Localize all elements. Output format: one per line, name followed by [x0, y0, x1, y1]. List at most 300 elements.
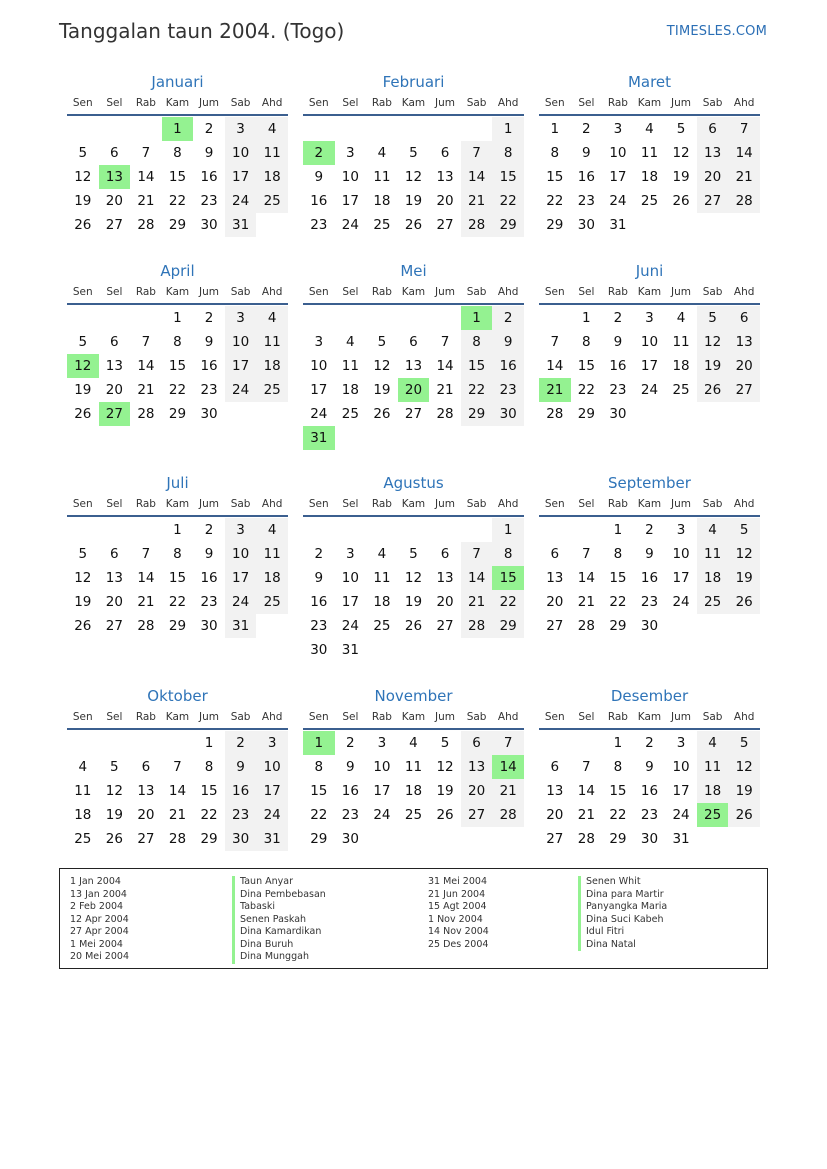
day-cell: 19: [728, 779, 760, 803]
day-cell: 8: [173, 546, 182, 562]
day-cell: 1: [582, 310, 591, 326]
day-cell: 16: [225, 779, 257, 803]
day-cell: 13: [137, 783, 155, 799]
day-cell: 29: [310, 831, 328, 847]
day-cell: 4: [697, 731, 729, 755]
day-cell: 2: [204, 121, 214, 137]
site-link[interactable]: TIMESLES.COM: [666, 24, 767, 39]
day-cell: 3: [225, 518, 257, 542]
day-cell: 24: [609, 193, 627, 209]
day-cell: 5: [676, 121, 686, 137]
day-cell-holiday: 25: [697, 803, 729, 827]
weekday-label: Ahd: [497, 711, 519, 723]
day-cell: 5: [78, 145, 88, 161]
weekday-label: Sel: [578, 711, 595, 723]
empty-cell: [99, 731, 131, 755]
day-cell: 17: [225, 354, 257, 378]
day-cell: 30: [310, 642, 328, 658]
day-cell-holiday: 1: [461, 306, 493, 330]
month-september: [539, 473, 760, 638]
weekday-label: Jum: [671, 97, 692, 109]
weekday-label: Sen: [72, 711, 93, 723]
month-name: April: [160, 262, 195, 280]
empty-cell: [398, 518, 430, 542]
day-cell: 30: [341, 831, 359, 847]
day-cell: 25: [672, 382, 690, 398]
day-cell: 7: [582, 759, 591, 775]
month-juli: [67, 473, 288, 638]
day-cell: 20: [105, 193, 123, 209]
day-cell: 9: [204, 334, 214, 350]
weekday-label: Jum: [435, 286, 456, 298]
day-cell: 27: [546, 831, 564, 847]
day-cell: 15: [577, 358, 595, 374]
weekday-label: Rab: [607, 97, 628, 109]
holiday-name: Dina Natal: [586, 938, 636, 950]
day-cell: 24: [225, 378, 257, 402]
day-cell: 30: [225, 827, 257, 851]
day-cell: 23: [310, 217, 328, 233]
weekday-label: Rab: [135, 498, 156, 510]
day-cell: 28: [461, 614, 493, 638]
day-cell: 7: [141, 546, 151, 562]
day-cell: 6: [110, 334, 119, 350]
day-cell-holiday: 2: [303, 141, 335, 165]
day-cell: 11: [341, 358, 359, 374]
day-cell: 3: [225, 306, 257, 330]
day-cell: 28: [492, 803, 524, 827]
month-name: September: [608, 474, 691, 492]
day-cell: 12: [728, 542, 760, 566]
day-cell: 24: [256, 803, 288, 827]
days-grid: [539, 117, 760, 237]
day-cell: 29: [546, 217, 564, 233]
weekday-label: Sel: [106, 711, 123, 723]
day-cell: 11: [697, 542, 729, 566]
day-cell: 26: [105, 831, 123, 847]
day-cell: 12: [74, 570, 92, 586]
weekday-label: Rab: [371, 711, 392, 723]
day-cell: 11: [256, 330, 288, 354]
day-cell: 4: [78, 759, 88, 775]
day-cell: 14: [461, 566, 493, 590]
day-cell-holiday: 21: [539, 378, 571, 402]
day-cell: 29: [200, 831, 218, 847]
empty-cell: [461, 117, 493, 141]
weekday-header: [539, 97, 760, 116]
day-cell-holiday: 27: [99, 402, 131, 426]
day-cell: 20: [546, 594, 564, 610]
weekday-label: Ahd: [733, 498, 755, 510]
empty-cell: [99, 117, 131, 141]
day-cell: 3: [645, 310, 654, 326]
day-cell: 7: [582, 546, 591, 562]
day-cell: 8: [550, 145, 560, 161]
weekday-label: Sen: [72, 286, 93, 298]
day-cell: 25: [373, 618, 391, 634]
weekday-label: Sel: [342, 711, 359, 723]
weekday-label: Rab: [135, 711, 156, 723]
day-cell: 21: [461, 189, 493, 213]
holiday-name: Taun Anyar: [240, 876, 293, 887]
weekday-label: Sen: [544, 286, 565, 298]
day-cell: 16: [492, 354, 524, 378]
holiday-date: 20 Mei 2004: [70, 951, 129, 962]
day-cell: 16: [200, 358, 218, 374]
day-cell: 3: [225, 117, 257, 141]
day-cell: 27: [461, 803, 493, 827]
day-cell: 11: [373, 169, 391, 185]
day-cell: 29: [168, 618, 187, 634]
day-cell: 22: [310, 807, 328, 823]
weekday-label: Sab: [466, 711, 487, 723]
day-cell: 9: [613, 334, 623, 350]
weekday-label: Rab: [607, 498, 628, 510]
day-cell: 8: [613, 759, 623, 775]
weekday-label: Sen: [544, 711, 565, 723]
month-name: Juli: [166, 474, 189, 492]
weekday-label: Kam: [165, 97, 190, 109]
day-cell: 21: [137, 382, 155, 398]
day-cell: 13: [546, 570, 564, 586]
day-cell: 20: [461, 779, 493, 803]
day-cell: 17: [341, 594, 359, 610]
day-cell: 26: [728, 803, 760, 827]
day-cell: 4: [346, 334, 355, 350]
weekday-label: Sab: [702, 711, 723, 723]
day-cell-holiday: 1: [162, 117, 194, 141]
weekday-label: Sel: [578, 498, 595, 510]
month-name: Juni: [635, 262, 664, 280]
weekday-label: Ahd: [261, 286, 283, 298]
month-desember: [539, 686, 760, 851]
day-cell: 4: [645, 121, 654, 137]
weekday-label: Rab: [135, 286, 156, 298]
holiday-date: 1 Mei 2004: [70, 938, 123, 950]
day-cell: 3: [346, 145, 355, 161]
day-cell: 26: [74, 217, 92, 233]
day-cell: 16: [200, 169, 218, 185]
day-cell: 9: [645, 546, 654, 562]
day-cell: 3: [377, 735, 387, 751]
day-cell: 14: [728, 141, 760, 165]
day-cell: 15: [461, 354, 493, 378]
day-cell: 18: [697, 566, 729, 590]
day-cell: 10: [256, 755, 288, 779]
day-cell: 22: [609, 807, 627, 823]
weekday-label: Sen: [544, 498, 565, 510]
day-cell: 24: [341, 618, 359, 634]
day-cell: 27: [137, 831, 155, 847]
weekday-label: Jum: [671, 498, 692, 510]
holiday-date: 12 Apr 2004: [70, 913, 129, 925]
weekday-label: Rab: [371, 498, 392, 510]
weekday-header: [67, 711, 288, 730]
empty-cell: [539, 306, 571, 330]
day-cell: 23: [225, 803, 257, 827]
day-cell: 18: [256, 354, 288, 378]
empty-cell: [335, 117, 367, 141]
empty-cell: [571, 518, 603, 542]
empty-cell: [67, 731, 99, 755]
day-cell: 24: [672, 594, 690, 610]
weekday-label: Rab: [607, 711, 628, 723]
empty-cell: [398, 117, 430, 141]
weekday-label: Sab: [230, 286, 251, 298]
day-cell: 29: [492, 614, 524, 638]
weekday-label: Sen: [308, 286, 329, 298]
day-cell: 15: [168, 570, 187, 586]
day-cell: 27: [546, 618, 564, 634]
day-cell: 13: [546, 783, 564, 799]
day-cell: 1: [613, 522, 623, 538]
day-cell: 7: [141, 145, 151, 161]
day-cell: 1: [173, 522, 182, 538]
day-cell: 21: [168, 807, 187, 823]
day-cell: 14: [577, 783, 595, 799]
day-cell: 6: [110, 145, 119, 161]
weekday-label: Sel: [342, 286, 359, 298]
day-cell-holiday: 12: [67, 354, 99, 378]
day-cell: 5: [377, 334, 387, 350]
holiday-date: 14 Nov 2004: [428, 926, 489, 937]
holiday-name: Idul Fitri: [586, 926, 625, 937]
day-cell: 5: [409, 145, 418, 161]
empty-cell: [303, 117, 335, 141]
day-cell: 26: [373, 406, 391, 422]
day-cell: 18: [404, 783, 423, 799]
day-cell: 20: [546, 807, 564, 823]
empty-cell: [366, 306, 398, 330]
day-cell: 6: [550, 759, 560, 775]
day-cell: 28: [546, 406, 564, 422]
weekday-label: Sab: [230, 97, 251, 109]
day-cell: 28: [436, 406, 454, 422]
day-cell: 14: [461, 165, 493, 189]
day-cell: 9: [346, 759, 355, 775]
weekday-label: Sab: [230, 711, 251, 723]
month-januari: [67, 72, 288, 237]
weekday-label: Sen: [72, 498, 93, 510]
day-cell: 5: [728, 731, 760, 755]
day-cell: 6: [461, 731, 493, 755]
day-cell: 14: [137, 570, 155, 586]
weekday-label: Sen: [308, 498, 329, 510]
day-cell: 4: [676, 310, 686, 326]
day-cell: 8: [492, 542, 524, 566]
day-cell: 22: [492, 590, 524, 614]
weekday-label: Jum: [199, 97, 220, 109]
weekday-label: Jum: [199, 711, 220, 723]
day-cell: 15: [200, 783, 218, 799]
day-cell: 10: [640, 334, 659, 350]
day-cell: 31: [225, 614, 257, 638]
day-cell: 26: [697, 378, 729, 402]
day-cell: 24: [310, 406, 328, 422]
day-cell: 1: [492, 117, 524, 141]
empty-cell: [571, 731, 603, 755]
day-cell: 31: [225, 213, 257, 237]
holiday-date: 2 Feb 2004: [70, 901, 124, 912]
days-grid: [67, 731, 288, 851]
holiday-name: Dina Suci Kabeh: [586, 913, 664, 925]
weekday-label: Jum: [435, 498, 456, 510]
empty-cell: [429, 518, 461, 542]
day-cell: 17: [225, 566, 257, 590]
day-cell: 10: [373, 759, 391, 775]
weekday-label: Sel: [106, 286, 123, 298]
day-cell-holiday: 13: [99, 165, 131, 189]
empty-cell: [303, 518, 335, 542]
day-cell: 11: [373, 570, 391, 586]
day-cell: 5: [728, 518, 760, 542]
weekday-label: Kam: [165, 286, 190, 298]
day-cell: 22: [168, 193, 187, 209]
day-cell: 9: [204, 145, 214, 161]
days-grid: [303, 731, 524, 851]
holiday-dates-right: [428, 876, 489, 951]
day-cell: 9: [225, 755, 257, 779]
day-cell: 12: [672, 145, 690, 161]
weekday-header: [539, 498, 760, 517]
weekday-label: Kam: [165, 498, 190, 510]
empty-cell: [335, 306, 367, 330]
day-cell: 20: [436, 193, 454, 209]
day-cell: 29: [168, 217, 187, 233]
month-name: Mei: [400, 262, 427, 280]
empty-cell: [162, 731, 194, 755]
day-cell: 30: [492, 402, 524, 426]
day-cell: 29: [609, 831, 627, 847]
holiday-name: Dina para Martir: [586, 888, 664, 900]
day-cell: 25: [697, 590, 729, 614]
day-cell: 2: [225, 731, 257, 755]
day-cell: 6: [440, 145, 450, 161]
holiday-name: Senen Paskah: [240, 913, 307, 925]
holiday-name: Dina Munggah: [240, 951, 309, 962]
day-cell: 12: [728, 755, 760, 779]
day-cell: 21: [137, 594, 155, 610]
day-cell: 21: [137, 193, 155, 209]
day-cell: 17: [310, 382, 328, 398]
day-cell: 19: [404, 594, 423, 610]
day-cell: 1: [492, 518, 524, 542]
day-cell: 8: [461, 330, 493, 354]
day-cell: 27: [436, 217, 454, 233]
weekday-header: [67, 286, 288, 305]
month-februari: [303, 72, 524, 237]
month-name: Desember: [610, 687, 689, 705]
day-cell: 8: [173, 145, 182, 161]
day-cell: 6: [110, 546, 119, 562]
day-cell: 3: [676, 735, 686, 751]
day-cell: 23: [200, 382, 218, 398]
day-cell: 14: [137, 169, 155, 185]
holiday-date: 15 Agt 2004: [428, 901, 487, 912]
day-cell: 18: [74, 807, 92, 823]
day-cell: 26: [672, 193, 690, 209]
month-name: Maret: [627, 73, 672, 91]
empty-cell: [461, 518, 493, 542]
day-cell-holiday: 15: [492, 566, 524, 590]
weekday-header: [303, 711, 524, 730]
weekday-label: Ahd: [733, 711, 755, 723]
day-cell: 2: [645, 735, 654, 751]
day-cell: 10: [672, 759, 690, 775]
weekday-label: Sab: [702, 498, 723, 510]
empty-cell: [366, 518, 398, 542]
weekday-label: Sab: [230, 498, 251, 510]
holiday-date: 27 Apr 2004: [70, 926, 129, 937]
empty-cell: [130, 117, 162, 141]
day-cell: 6: [409, 334, 418, 350]
day-cell: 2: [346, 735, 355, 751]
day-cell: 21: [577, 807, 595, 823]
weekday-label: Sel: [342, 498, 359, 510]
weekday-label: Kam: [637, 286, 662, 298]
day-cell: 4: [409, 735, 418, 751]
day-cell: 16: [200, 570, 218, 586]
weekday-label: Jum: [671, 286, 692, 298]
day-cell: 23: [577, 193, 595, 209]
day-cell: 15: [168, 169, 187, 185]
day-cell: 17: [640, 358, 659, 374]
empty-cell: [99, 306, 131, 330]
day-cell: 12: [404, 169, 423, 185]
day-cell: 10: [225, 330, 257, 354]
day-cell: 17: [672, 570, 690, 586]
day-cell: 8: [492, 141, 524, 165]
day-cell: 9: [582, 145, 591, 161]
day-cell: 11: [256, 141, 288, 165]
day-cell: 4: [377, 145, 387, 161]
day-cell: 26: [74, 618, 92, 634]
weekday-label: Rab: [135, 97, 156, 109]
day-cell: 7: [728, 117, 760, 141]
empty-cell: [99, 518, 131, 542]
day-cell: 10: [341, 169, 359, 185]
day-cell: 20: [105, 594, 123, 610]
day-cell: 6: [550, 546, 560, 562]
day-cell: 7: [550, 334, 560, 350]
day-cell: 30: [200, 618, 218, 634]
day-cell: 17: [672, 783, 690, 799]
day-cell: 23: [341, 807, 359, 823]
day-cell: 19: [697, 354, 729, 378]
empty-cell: [398, 306, 430, 330]
day-cell: 10: [341, 570, 359, 586]
day-cell: 8: [613, 546, 623, 562]
month-name: Agustus: [383, 474, 444, 492]
holiday-date: 1 Jan 2004: [70, 876, 121, 887]
day-cell: 22: [577, 382, 595, 398]
empty-cell: [429, 306, 461, 330]
day-cell: 15: [492, 165, 524, 189]
day-cell: 10: [225, 542, 257, 566]
weekday-header: [539, 286, 760, 305]
weekday-header: [67, 498, 288, 517]
holiday-name: Dina Kamardikan: [240, 926, 322, 937]
day-cell: 9: [314, 169, 324, 185]
day-cell: 13: [461, 755, 493, 779]
day-cell: 25: [256, 189, 288, 213]
month-november: [303, 686, 524, 851]
day-cell: 18: [373, 594, 391, 610]
day-cell: 9: [645, 759, 654, 775]
empty-cell: [429, 117, 461, 141]
day-cell: 1: [613, 735, 623, 751]
day-cell: 25: [256, 590, 288, 614]
